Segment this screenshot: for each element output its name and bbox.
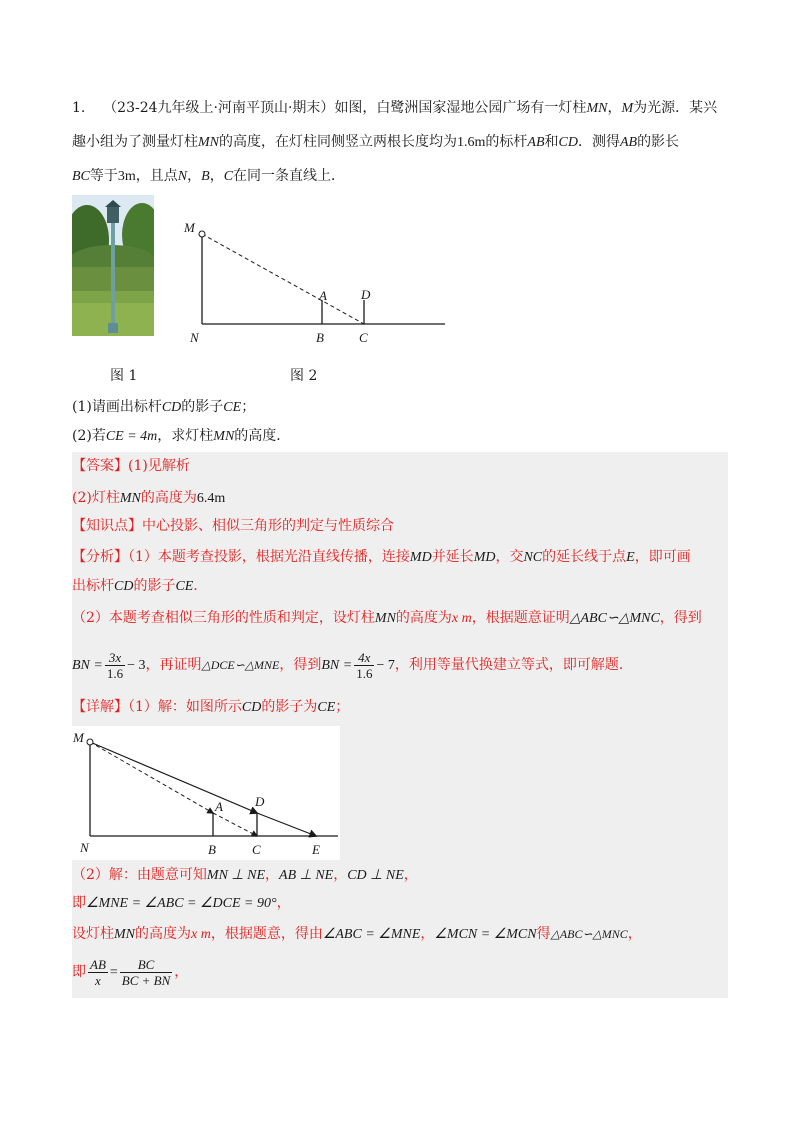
- detail-figure: [72, 726, 340, 860]
- fig2-label-c: C: [359, 330, 368, 345]
- problem-line-2: 趣小组为了测量灯柱MN的高度，在灯柱同侧竖立两根长度均为1.6m的标杆AB和CD．测得AB的影长: [72, 134, 680, 150]
- fig2-label-a: A: [319, 288, 327, 303]
- question-2: (2)若CE = 4m，求灯柱MN的高度．: [72, 428, 291, 444]
- detail-line-4: 设灯柱MN的高度为x m，根据题意，得由∠ABC = ∠MNE，∠MCN = ∠MCN得△ABC∽△MNC，: [72, 926, 642, 942]
- problem-line-3: BC等于3m，且点N，B，C在同一条直线上．: [72, 168, 346, 184]
- detail-line-3: 即∠MNE = ∠ABC = ∠DCE = 90°，: [72, 895, 291, 911]
- problem-source: （23-24九年级上·河南平顶山·期末）: [103, 100, 335, 116]
- detail-label-c: C: [252, 842, 261, 857]
- fraction-4x-over-1.6: $\frac{4x}{1.6}$: [356, 649, 373, 681]
- fraction-ab-over-x: $\frac{AB}{x}$: [90, 956, 106, 988]
- detail-line-1: 【详解】（1）解：如图所示CD的影子为CE；: [72, 699, 350, 715]
- question-1: (1)请画出标杆CD的影子CE；: [72, 399, 256, 415]
- analysis-line-3: （2）本题考查相似三角形的性质和判定，设灯柱MN的高度为x m，根据题意证明△ABC∽△MNC，得到: [72, 610, 702, 626]
- fig2-label-m: M: [184, 220, 195, 235]
- problem-line-1: 1. （23-24九年级上·河南平顶山·期末）如图，白鹭洲国家湿地公园广场有一灯柱MN，M为光源．某兴: [72, 100, 718, 116]
- analysis-line-2: 出标杆CD的影子CE．: [72, 578, 208, 594]
- answer-line-1: 【答案】(1)见解析: [72, 458, 190, 474]
- analysis-line-1: 【分析】（1）本题考查投影，根据光沿直线传播，连接MD并延长MD，交NC的延长线于点E，即可画: [72, 549, 691, 565]
- fig1-caption: 图 1: [110, 368, 138, 384]
- fraction-bc-over-bc-plus-bn: $\frac{BC}{BC + BN}$: [121, 956, 171, 988]
- lamp-post-photo: [72, 195, 154, 336]
- detail-line-5: 即 $\frac{AB}{x}$ = $\frac{BC}{BC + BN}$ ，: [72, 956, 189, 988]
- detail-label-n: N: [80, 840, 89, 855]
- knowledge-line: 【知识点】中心投影、相似三角形的判定与性质综合: [72, 518, 394, 534]
- figure-2: [180, 212, 450, 347]
- answer-tag: 【答案】: [72, 458, 128, 474]
- detail-label-b: B: [208, 842, 216, 857]
- detail-line-2: （2）解：由题意可知MN ⊥ NE，AB ⊥ NE，CD ⊥ NE，: [72, 867, 418, 883]
- knowledge-tag: 【知识点】: [72, 518, 142, 534]
- fig2-caption: 图 2: [290, 368, 318, 384]
- fraction-3x-over-1.6: $\frac{3x}{1.6}$: [106, 649, 124, 681]
- detail-label-d: D: [255, 794, 265, 809]
- detail-label-e: E: [312, 842, 320, 857]
- fig2-label-d: D: [361, 287, 371, 302]
- detail-label-a: A: [215, 799, 223, 814]
- analysis-line-4: BN = $\frac{3x}{1.6}$ − 3，再证明△DCE∽△MNE，得到BN = $\frac{4x}{1.6}$ − 7，利用等量代换建立等式，即可解题．: [72, 649, 633, 681]
- detail-label-m: M: [73, 730, 84, 745]
- fig2-label-b: B: [316, 330, 324, 345]
- detail-tag: 【详解】: [72, 699, 128, 715]
- fig2-label-n: N: [190, 330, 199, 345]
- answer-line-2: (2)灯柱MN的高度为6.4m: [72, 490, 226, 506]
- analysis-tag: 【分析】: [72, 549, 128, 565]
